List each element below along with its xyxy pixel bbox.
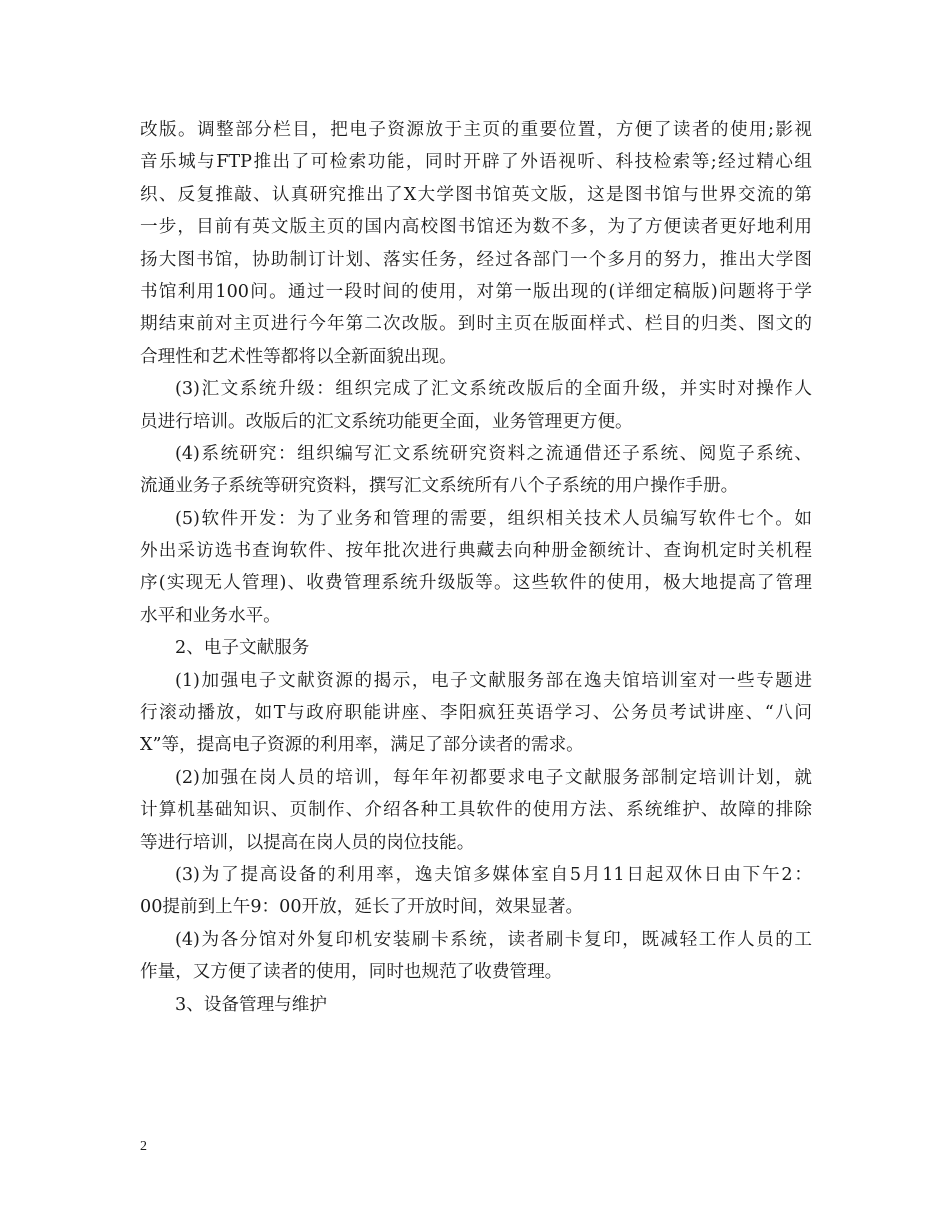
paragraph-software-dev [140,503,812,633]
section-heading: 2、电子文献服务 [175,638,310,659]
paragraph-huiwen-upgrade [140,373,812,438]
text-line: X”等，提高电子资源的利用率，满足了部分读者的需求。 [140,735,584,756]
text-line: 织、反复推敲、认真研究推出了X大学图书馆英文版，这是图书馆与世界交流的第 [140,184,812,205]
text-line: 外出采访选书查询软件、按年批次进行典藏去向种册金额统计、查询机定时关机程 [140,541,812,562]
text-line: (5)软件开发：为了业务和管理的需要，组织相关技术人员编写软件七个。如 [175,508,812,529]
paragraph-e-resource-reveal [140,665,812,762]
text-line: 00提前到上午9：00开放，延长了开放时间，效果显著。 [140,897,584,918]
text-line: (2)加强在岗人员的培训，每年年初都要求电子文献服务部制定培训计划，就 [175,767,812,788]
text-line: 扬大图书馆，协助制订计划、落实任务，经过各部门一个多月的努力，推出大学图 [140,249,812,270]
text-line: 作量，又方便了读者的使用，同时也规范了收费管理。 [140,962,563,983]
text-line: (1)加强电子文献资源的揭示，电子文献服务部在逸夫馆培训室对一些专题进 [175,670,812,691]
text-line: 流通业务子系统等研究资料，撰写汇文系统所有八个子系统的用户操作手册。 [140,476,739,497]
text-line: 等进行培训，以提高在岗人员的岗位技能。 [140,832,475,853]
section-heading-e-literature [140,632,812,664]
paragraph-card-copier [140,924,812,989]
text-line: 水平和业务水平。 [140,605,281,626]
page-number: 2 [140,1139,147,1154]
text-line: 一步，目前有英文版主页的国内高校图书馆还为数不多，为了方便读者更好地利用 [140,217,812,238]
paragraph-homepage-revision [140,114,812,373]
text-line: (4)系统研究：组织编写汇文系统研究资料之流通借还子系统、阅览子系统、 [175,443,812,464]
paragraph-equipment-usage [140,859,812,924]
text-line: (3)为了提高设备的利用率，逸夫馆多媒体室自5月11日起双休日由下午2： [175,864,812,885]
section-heading-equipment-maintenance [140,989,812,1021]
text-line: 期结束前对主页进行今年第二次改版。到时主页在版面样式、栏目的归类、图文的 [140,314,812,335]
text-line: (3)汇文系统升级：组织完成了汇文系统改版后的全面升级，并实时对操作人 [175,379,812,400]
text-line: 合理性和艺术性等都将以全新面貌出现。 [140,346,457,367]
section-heading: 3、设备管理与维护 [175,994,327,1015]
body-text [140,114,812,1021]
text-line: 员进行培训。改版后的汇文系统功能更全面，业务管理更方便。 [140,411,633,432]
text-line: (4)为各分馆对外复印机安装刷卡系统，读者刷卡复印，既减轻工作人员的工 [175,929,812,950]
text-line: 行滚动播放，如T与政府职能讲座、李阳疯狂英语学习、公务员考试讲座、“八问 [140,703,812,724]
text-line: 音乐城与FTP推出了可检索功能，同时开辟了外语视听、科技检索等;经过精心组 [140,152,812,173]
text-line: 序(实现无人管理)、收费管理系统升级版等。这些软件的使用，极大地提高了管理 [140,573,812,594]
paragraph-system-research [140,438,812,503]
text-line: 书馆利用100问。通过一段时间的使用，对第一版出现的(详细定稿版)问题将于学 [140,281,812,302]
text-line: 改版。调整部分栏目，把电子资源放于主页的重要位置，方便了读者的使用;影视 [140,120,812,140]
paragraph-staff-training [140,762,812,859]
text-line: 计算机基础知识、页制作、介绍各种工具软件的使用方法、系统维护、故障的排除 [140,800,812,821]
